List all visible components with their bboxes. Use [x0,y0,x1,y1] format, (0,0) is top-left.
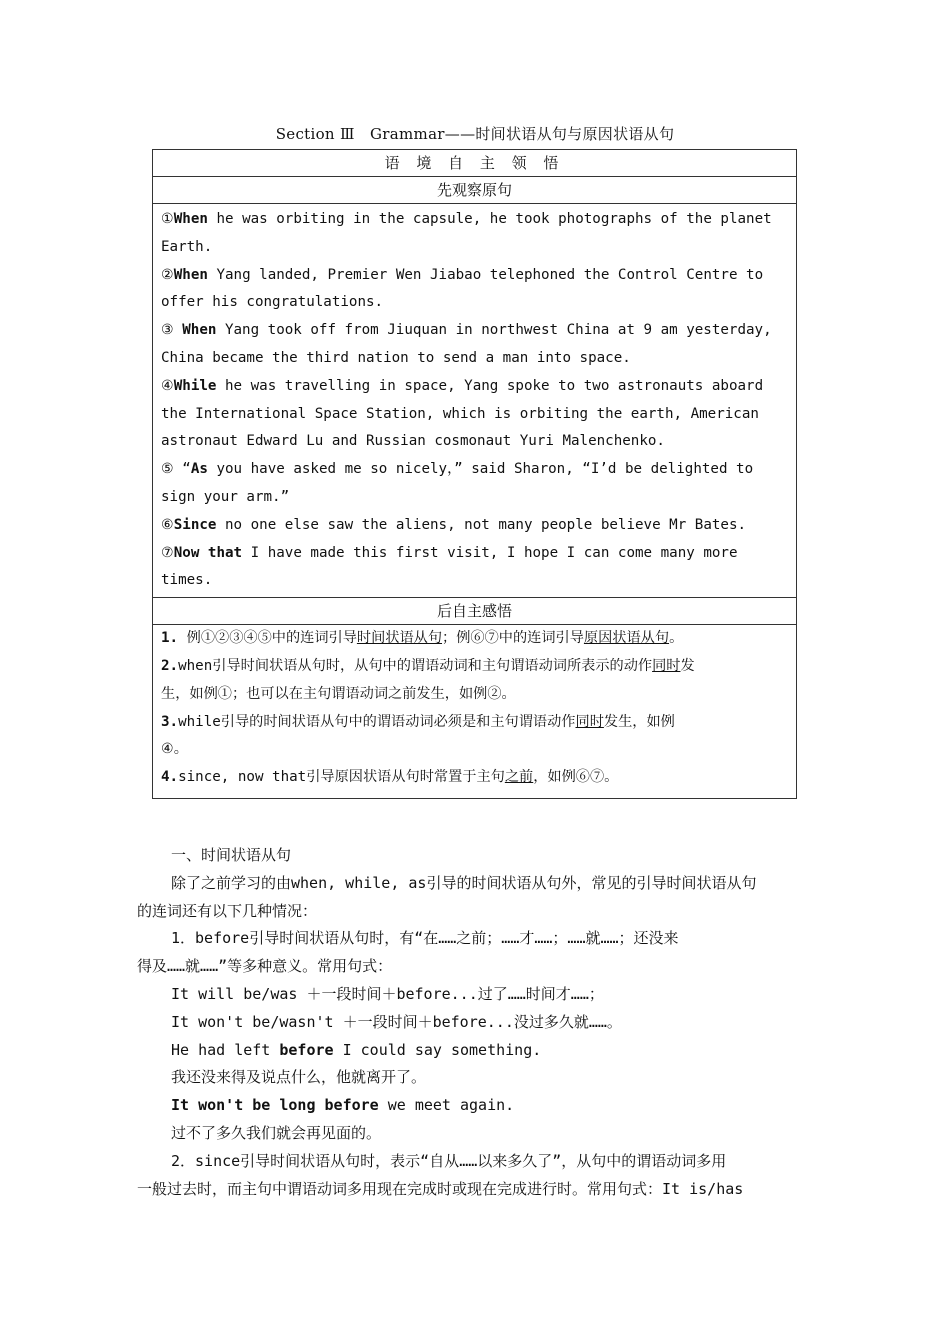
section-heading: 一、时间状语从句 [171,846,292,864]
example-continuation: Earth. [161,238,213,255]
page-title: Section Ⅲ Grammar——时间状语从句与原因状语从句 [275,125,675,143]
example-continuation: astronaut Edward Lu and Russian cosmonaut Yuri Malenchenko. [161,433,665,450]
example-text: Yang took off from Jiuquan in northwest China at 9 am yesterday, [216,322,772,339]
example-sentence [161,540,788,568]
example-text: I could say something. [333,1040,542,1059]
example-continuation: offer his congratulations. [161,294,384,311]
example-sentence [161,206,788,234]
example-text: he was travelling in space, Yang spoke to two astronauts aboard [216,377,764,394]
paragraph-line: 2．since引导时间状语从句时，表示“自从……以来多久了”，从句中的谓语动词多用 [171,1151,727,1170]
conjunction-keyword: While [173,377,217,394]
example-continuation: the International Space Station, which is orbiting the earth, American [161,405,759,422]
example-number: ② [161,266,174,283]
example-sentence [161,317,788,345]
table-header-reflect: 后自主感悟 [153,598,796,625]
paragraph-line: 的连词还有以下几种情况： [137,901,318,920]
example-number: ④ [161,377,174,394]
translation-line: 过不了多久我们就会再见面的。 [171,1123,382,1142]
example-keyword: It won't be long before [171,1096,379,1115]
note-1 [161,625,788,653]
example-text: He had left [171,1040,280,1059]
note-number: 2. [161,657,179,674]
note-text: ；例⑥⑦中的连词引导 [442,630,584,647]
formula-line: It will be/was ＋一段时间＋before...过了……时间才……； [171,984,604,1003]
note-text: while引导的时间状语从句中的谓语动词必须是和主句谓语动作 [178,713,576,730]
note-text: when引导时间状语从句时，从句中的谓语动词和主句谓语动词所表示的动作 [178,657,653,674]
note-text: 。 [669,630,684,647]
paragraph-line: 1．before引导时间状语从句时，有“在……之前；……才……；……就……；还没来 [171,929,679,948]
answer-underline: 同时 [652,657,681,674]
example-keyword: before [279,1040,334,1059]
note-text: ，如例⑥⑦。 [533,769,619,786]
example-continuation: times. [161,572,213,589]
example-sentence [161,262,788,290]
note-number: 1. [161,630,179,647]
main-text [137,842,817,1203]
table-header-observe: 先观察原句 [153,177,796,204]
example-text: he was orbiting in the capsule, he took photographs of the planet [207,211,772,227]
translation-line: 我还没来得及说点什么，他就离开了。 [171,1068,427,1087]
example-text: Yang landed, Premier Wen Jiabao telephoned the Control Centre to [207,266,764,283]
note-4 [161,764,788,792]
answer-underline: 同时 [575,713,604,730]
example-sentence [161,512,788,540]
example-text: you have asked me so nicely，” said Sharon, “I’d be delighted to [207,461,754,478]
example-number: ③ [161,322,183,339]
example-sentence [161,456,788,484]
conjunction-keyword: When [173,211,208,227]
example-line [137,1092,817,1120]
formula-line: It won't be/wasn't ＋一段时间＋before...没过多久就……。 [171,1012,622,1031]
example-number: ⑦ [161,544,174,561]
example-sentence [161,373,788,401]
note-number: 4. [161,769,179,786]
paragraph-line: 得及……就……”等多种意义。常用句式： [137,957,393,976]
table-header-context: 语 境 自 主 领 悟 [153,150,796,177]
example-sentences [153,204,796,598]
note-text: 发生，如例 [603,713,675,730]
paragraph-line: 一般过去时，而主句中谓语动词多用现在完成时或现在完成进行时。常用句式：It is/has [137,1179,744,1198]
conjunction-keyword: Now that [173,544,243,561]
note-text: 发 [680,657,695,674]
example-number: ① [161,211,174,227]
answer-underline: 时间状语从句 [356,630,443,647]
example-text: I have made this first visit, I hope I can come many more [242,544,738,561]
conjunction-keyword: As [190,461,208,478]
note-2 [161,653,788,681]
note-2-cont: 生，如例①；也可以在主句谓语动词之前发生，如例②。 [161,685,516,702]
answer-underline: 之前 [504,769,534,786]
example-continuation: sign your arm.” [161,488,290,505]
conjunction-keyword: Since [173,516,217,533]
conjunction-keyword: When [182,322,217,339]
note-text: 例①②③④⑤中的连词引导 [178,630,357,647]
example-text: no one else saw the aliens, not many people believe Mr Bates. [216,516,747,533]
answer-underline: 原因状语从句 [583,630,670,647]
note-number: 3. [161,713,179,730]
note-3-cont: ④。 [161,741,188,758]
observation-table [152,149,797,799]
example-continuation: China became the third nation to send a man into space. [161,349,631,366]
note-text: since, now that引导原因状语从句时常置于主句 [178,769,505,786]
paragraph-line: 除了之前学习的由when, while, as引导的时间状语从句外，常见的引导时间状语从句 [171,873,757,892]
example-line [137,1037,817,1065]
note-3 [161,709,788,737]
example-number: ⑤ “ [161,461,191,478]
notes-section [153,625,796,798]
example-text: we meet again. [378,1096,515,1115]
example-number: ⑥ [161,516,174,533]
conjunction-keyword: When [173,266,208,283]
